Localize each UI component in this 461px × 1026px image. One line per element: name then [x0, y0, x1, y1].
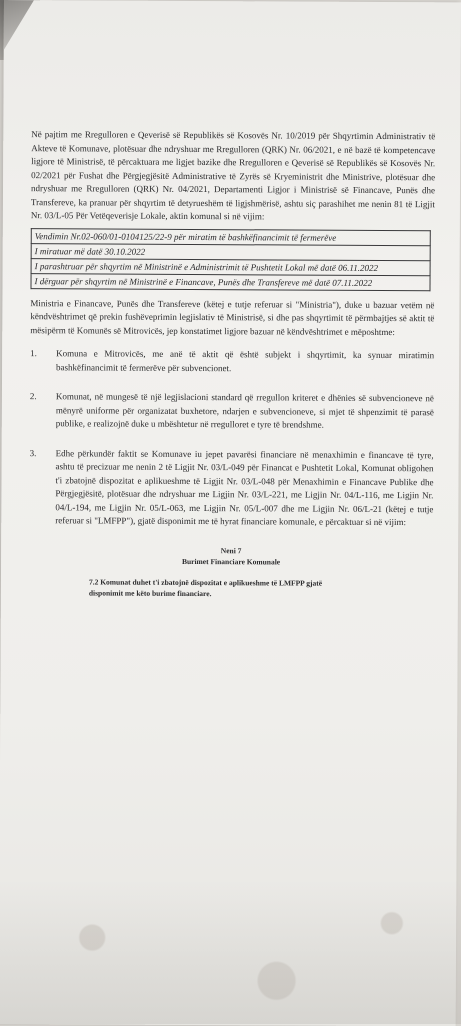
table-cell: I miratuar më datë 30.10.2022 [31, 243, 430, 260]
list-number: 1. [30, 348, 37, 359]
article-heading [29, 544, 433, 568]
folded-corner [4, 0, 34, 50]
article-quote: 7.2 Komunat duhet t'i zbatojnë dispozitat e aplikueshme të LMFPP gjatë disponimit me këto burime financiare. [88, 576, 323, 598]
table-cell: Vendimin Nr.02-060/01-0104125/22-9 për miratim të bashkëfinancimit të fermerëve [31, 228, 430, 245]
list-text: Edhe përkundër faktit se Komunave iu jepet pavarësi financiare në menaxhimin e financave të tyre, ashtu të precizuar me nenin 2 të Ligjit Nr. 03/L-049 për Financat e Pushtetit Lokal, Komunat obligohen t'i zbatojnë dispozitat e aplikueshme të Ligjit Nr. 03/L-048 për Menaxhimin e Financave Publike dhe Përgjegjësitë, plotësuar dhe ndryshuar me Ligjin Nr. 03/L-221, me Ligjin Nr. 04/L-116, me Ligjin Nr. 04/L-194, me Ligjin Nr. 05/L-063, me Ligjin Nr. 05/L-007 dhe me Ligjin Nr. 06/L-21 (këtej e tutje referuar si "LMFPP"), gjatë disponimit me të hyrat financiare komunale, e përcaktuar si në vijim: [55, 447, 434, 528]
list-text: Komunat, në mungesë të një legjislacioni standard që rregullon kriteret e dhënies së subvencioneve në mënyrë uniforme për organizatat buxhetore, ndarjen e subvencioneve, si mjet të shpenzimit të parasë publike, e realizojnë duke u mbështetur në rregulloret e tyre të brendshme. [55, 391, 434, 430]
list-text: Komuna e Mitrovicës, me anë të aktit që është subjekt i shqyrtimit, ka synuar miratimin bashkëfinancimit të fermerëve për subvencionet. [56, 348, 435, 373]
list-item [29, 447, 433, 530]
list-item [30, 347, 434, 376]
article-number: Neni 7 [220, 545, 242, 555]
ministry-paragraph: Ministria e Financave, Punës dhe Transfereve (këtej e tutje referuar si "Ministria"), duke u bazuar vetëm në këndvështrimet që prekin fushëveprimin legjislativ të Ministrisë, si dhe pas shqyrtimit të përmbajtjes së aktit të mësipërm të Komunës së Mitrovicës, jep konstatimet ligjore bazuar në këndvështrimet e mëposhtme: [30, 297, 435, 337]
table-cell: I dërguar për shqyrtim në Ministrinë e Financave, Punës dhe Transfereve më datë 07.11.2022 [31, 273, 430, 290]
table-cell: I parashtruar për shqyrtim në Ministrinë e Administrimit të Pushtetit Lokal më datë 06.11.2022 [31, 258, 430, 275]
list-number: 3. [29, 447, 37, 458]
table-row [31, 273, 430, 290]
list-item [30, 390, 434, 433]
document-body [29, 128, 435, 607]
findings-list [29, 347, 434, 530]
list-number: 2. [29, 391, 37, 402]
article-title: Burimet Financiare Komunale [181, 556, 281, 566]
act-info-table [30, 228, 430, 291]
intro-paragraph: Në pajtim me Rregulloren e Qeverisë së Republikës së Kosovës Nr. 10/2019 për Shqyrtimin Administrativ të Akteve të Komunave, plotësuar dhe ndryshuar me Rregulloren (QRK) Nr. 06/2021, e në bazë të kompetencave ligjore të Ministrisë, të përcaktuara me ligjet bazike dhe Rregulloren e Qeverisë së Republikës së Kosovës Nr. 02/2021 për Fushat dhe Përgjegjësitë Administrative të Zyrës së Kryeministrit dhe Ministrive, plotësuar dhe ndryshuar me Rregulloren (QRK) Nr. 04/2021, Departamenti Ligjor i Ministrisë së Financave, Punës dhe Transfereve, ka pranuar për shqyrtim të detyrueshëm të ligjshmërisë, ashtu siç parashihet me nenin 81 të Ligjit Nr. 03/L-05 Për Vetëqeverisje Lokale, aktin komunal si në vijim: [30, 129, 436, 222]
